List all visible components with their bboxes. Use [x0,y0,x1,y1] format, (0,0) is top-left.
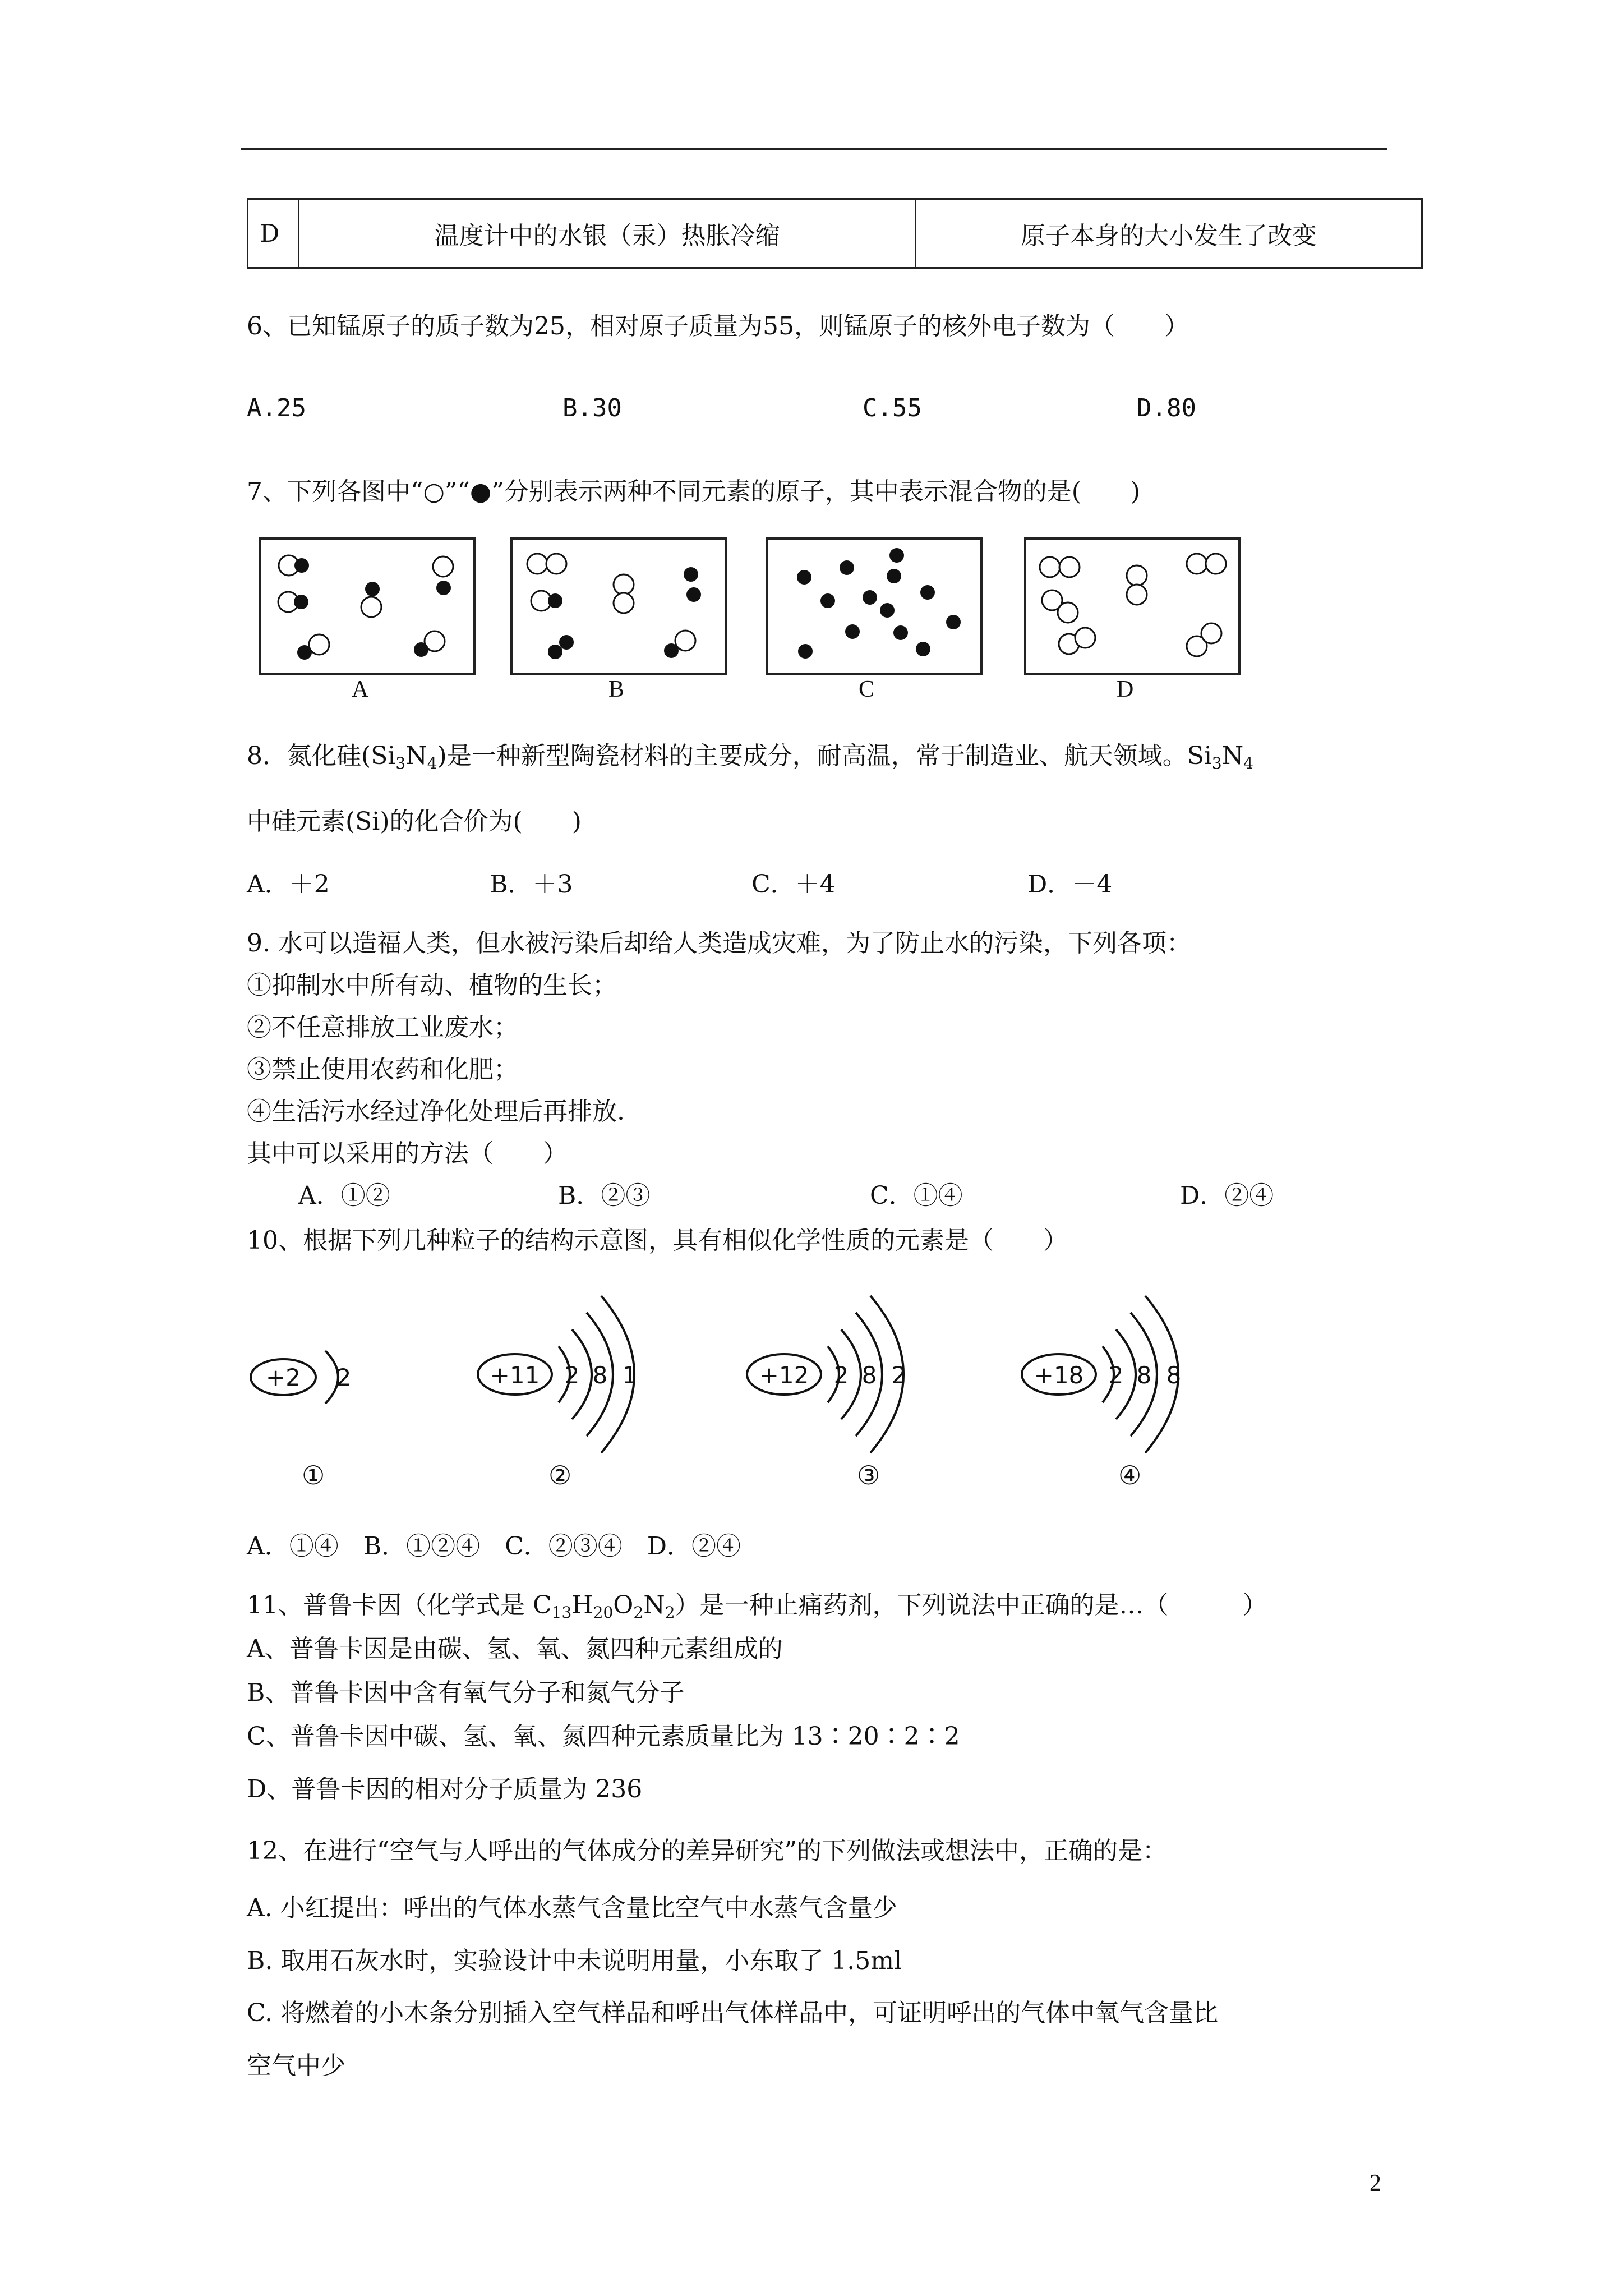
q10-atom-4-shell-3: 8 [1166,1361,1182,1389]
q10-atom-3-label: ③ [857,1461,880,1490]
q12-stem: 12、在进行“空气与人呼出的气体成分的差异研究”的下列做法或想法中，正确的是： [247,1837,1167,1865]
q7-diagram-b [510,537,727,675]
q6-stem: 6、已知锰原子的质子数为25，相对原子质量为55，则锰原子的核外电子数为（ ） [247,312,1189,341]
q11-n: N [643,1591,665,1619]
q9-ask: 其中可以采用的方法（ ） [247,1139,568,1168]
q8-sub: 4 [427,754,437,772]
q11-sub: 2 [633,1603,644,1622]
page-number: 2 [1370,2170,1381,2196]
q8-text-a: 8．氮化硅(Si [247,742,396,770]
q7-diagram-a [259,537,476,675]
q7-caption-b: B [608,677,625,702]
q10-atom-1-label: ① [302,1461,325,1490]
q8-line2: 中硅元素(Si)的化合价为( ) [247,807,582,836]
q10-atom-4-shell-2: 8 [1136,1361,1152,1389]
q8-sub: 3 [1211,754,1222,772]
q10-atom-4-shell-1: 2 [1108,1361,1124,1389]
q11-sub: 20 [593,1603,614,1622]
q10-atom-1 [241,1329,376,1425]
q11-stem-b: ）是一种止痛药剂，下列说法中正确的是…（ ） [675,1591,1267,1619]
q11-stem [247,1591,1267,1622]
q11-option-d: D、普鲁卡因的相对分子质量为 236 [247,1775,643,1803]
q8-option-a: A．＋2 [247,870,330,899]
q9-item-3: ③禁止使用农药和化肥； [247,1055,518,1084]
q7-diagram-d [1024,537,1241,675]
q10-atom-2-shell-1: 2 [564,1361,580,1389]
table-cell-letter: D [248,199,299,268]
q10-atom-2-shell-2: 8 [592,1361,608,1389]
q10-atom-2-label: ② [548,1461,572,1490]
q11-h: H [571,1591,593,1619]
q9-item-4: ④生活污水经过净化处理后再排放. [247,1097,625,1126]
q9-option-d: D．②④ [1180,1181,1274,1210]
q7-caption-a: A [352,677,369,702]
q10-atom-4-nucleus: +18 [1034,1361,1084,1389]
q10-atom-4 [1015,1290,1211,1458]
q9-option-a: A．①② [298,1181,390,1210]
header-rule [241,148,1387,150]
q9-item-1: ①抑制水中所有动、植物的生长； [247,971,617,1000]
table-cell-phenomenon: 温度计中的水银（汞）热胀冷缩 [299,199,916,268]
q12-option-c: C. 将燃着的小木条分别插入空气样品和呼出气体样品中，可证明呼出的气体中氧气含量比 [247,1999,1219,2027]
q10-atom-1-nucleus: +2 [266,1364,301,1391]
q12-continuation: 空气中少 [247,2051,345,2080]
q10-atom-3-shell-1: 2 [833,1361,849,1389]
q7-stem: 7、下列各图中“○”“●”分别表示两种不同元素的原子，其中表示混合物的是( ) [247,477,1141,506]
q11-sub: 13 [551,1603,572,1622]
q11-o: O [613,1591,634,1619]
q10-atom-3-nucleus: +12 [759,1361,809,1389]
q11-option-b: B、普鲁卡因中含有氧气分子和氮气分子 [247,1678,685,1707]
q6-option-a: A.25 [247,394,306,422]
q10-options: A．①④ B．①②④ C．②③④ D．②④ [247,1532,741,1561]
q10-atom-3-shell-2: 8 [861,1361,877,1389]
q7-caption-c: C [859,677,875,702]
table-cell-explanation: 原子本身的大小发生了改变 [916,199,1422,268]
q9-item-2: ②不任意排放工业废水； [247,1013,518,1042]
q8-text-c: N [1221,742,1244,770]
q6-option-d: D.80 [1137,394,1196,422]
q7-caption-d: D [1117,677,1134,702]
q8-line1 [247,742,1254,772]
q9-option-c: C．①④ [870,1181,963,1210]
q8-text-b: )是一种新型陶瓷材料的主要成分，耐高温，常于制造业、航天领域。Si [437,742,1212,770]
q6-option-c: C.55 [863,394,922,422]
table-row [248,199,1422,268]
q12-option-a: A. 小红提出：呼出的气体水蒸气含量比空气中水蒸气含量少 [247,1894,897,1922]
q10-atom-2-nucleus: +11 [490,1361,540,1389]
q8-n: N [405,742,427,770]
q11-option-c: C、普鲁卡因中碳、氢、氧、氮四种元素质量比为 13∶20∶2∶2 [247,1722,960,1751]
q11-stem-a: 11、普鲁卡因（化学式是 C [247,1591,552,1619]
q10-atom-2 [471,1290,667,1458]
q8-option-c: C．＋4 [751,870,836,899]
q10-atom-1-shell-1: 2 [336,1364,352,1391]
q8-sub: 3 [395,754,406,772]
q10-atom-3-shell-3: 2 [891,1361,907,1389]
q10-atom-4-label: ④ [1118,1461,1142,1490]
q10-atom-2-shell-3: 1 [622,1361,638,1389]
q11-option-a: A、普鲁卡因是由碳、氢、氧、氮四种元素组成的 [247,1635,783,1663]
q9-stem: 9. 水可以造福人类，但水被污染后却给人类造成灾难，为了防止水的污染，下列各项： [247,929,1191,958]
q10-stem: 10、根据下列几种粒子的结构示意图，具有相似化学性质的元素是（ ） [247,1226,1068,1255]
answer-table [247,198,1423,269]
q11-sub: 2 [665,1603,675,1622]
q6-option-b: B.30 [562,394,622,422]
q8-option-d: D．－4 [1027,870,1113,899]
q8-sub: 4 [1243,754,1254,772]
q10-atom-3 [740,1290,937,1458]
q7-diagram-c [766,537,983,675]
q12-option-b: B. 取用石灰水时，实验设计中未说明用量，小东取了 1.5ml [247,1947,902,1975]
q8-option-b: B．＋3 [490,870,573,899]
q9-option-b: B．②③ [558,1181,651,1210]
